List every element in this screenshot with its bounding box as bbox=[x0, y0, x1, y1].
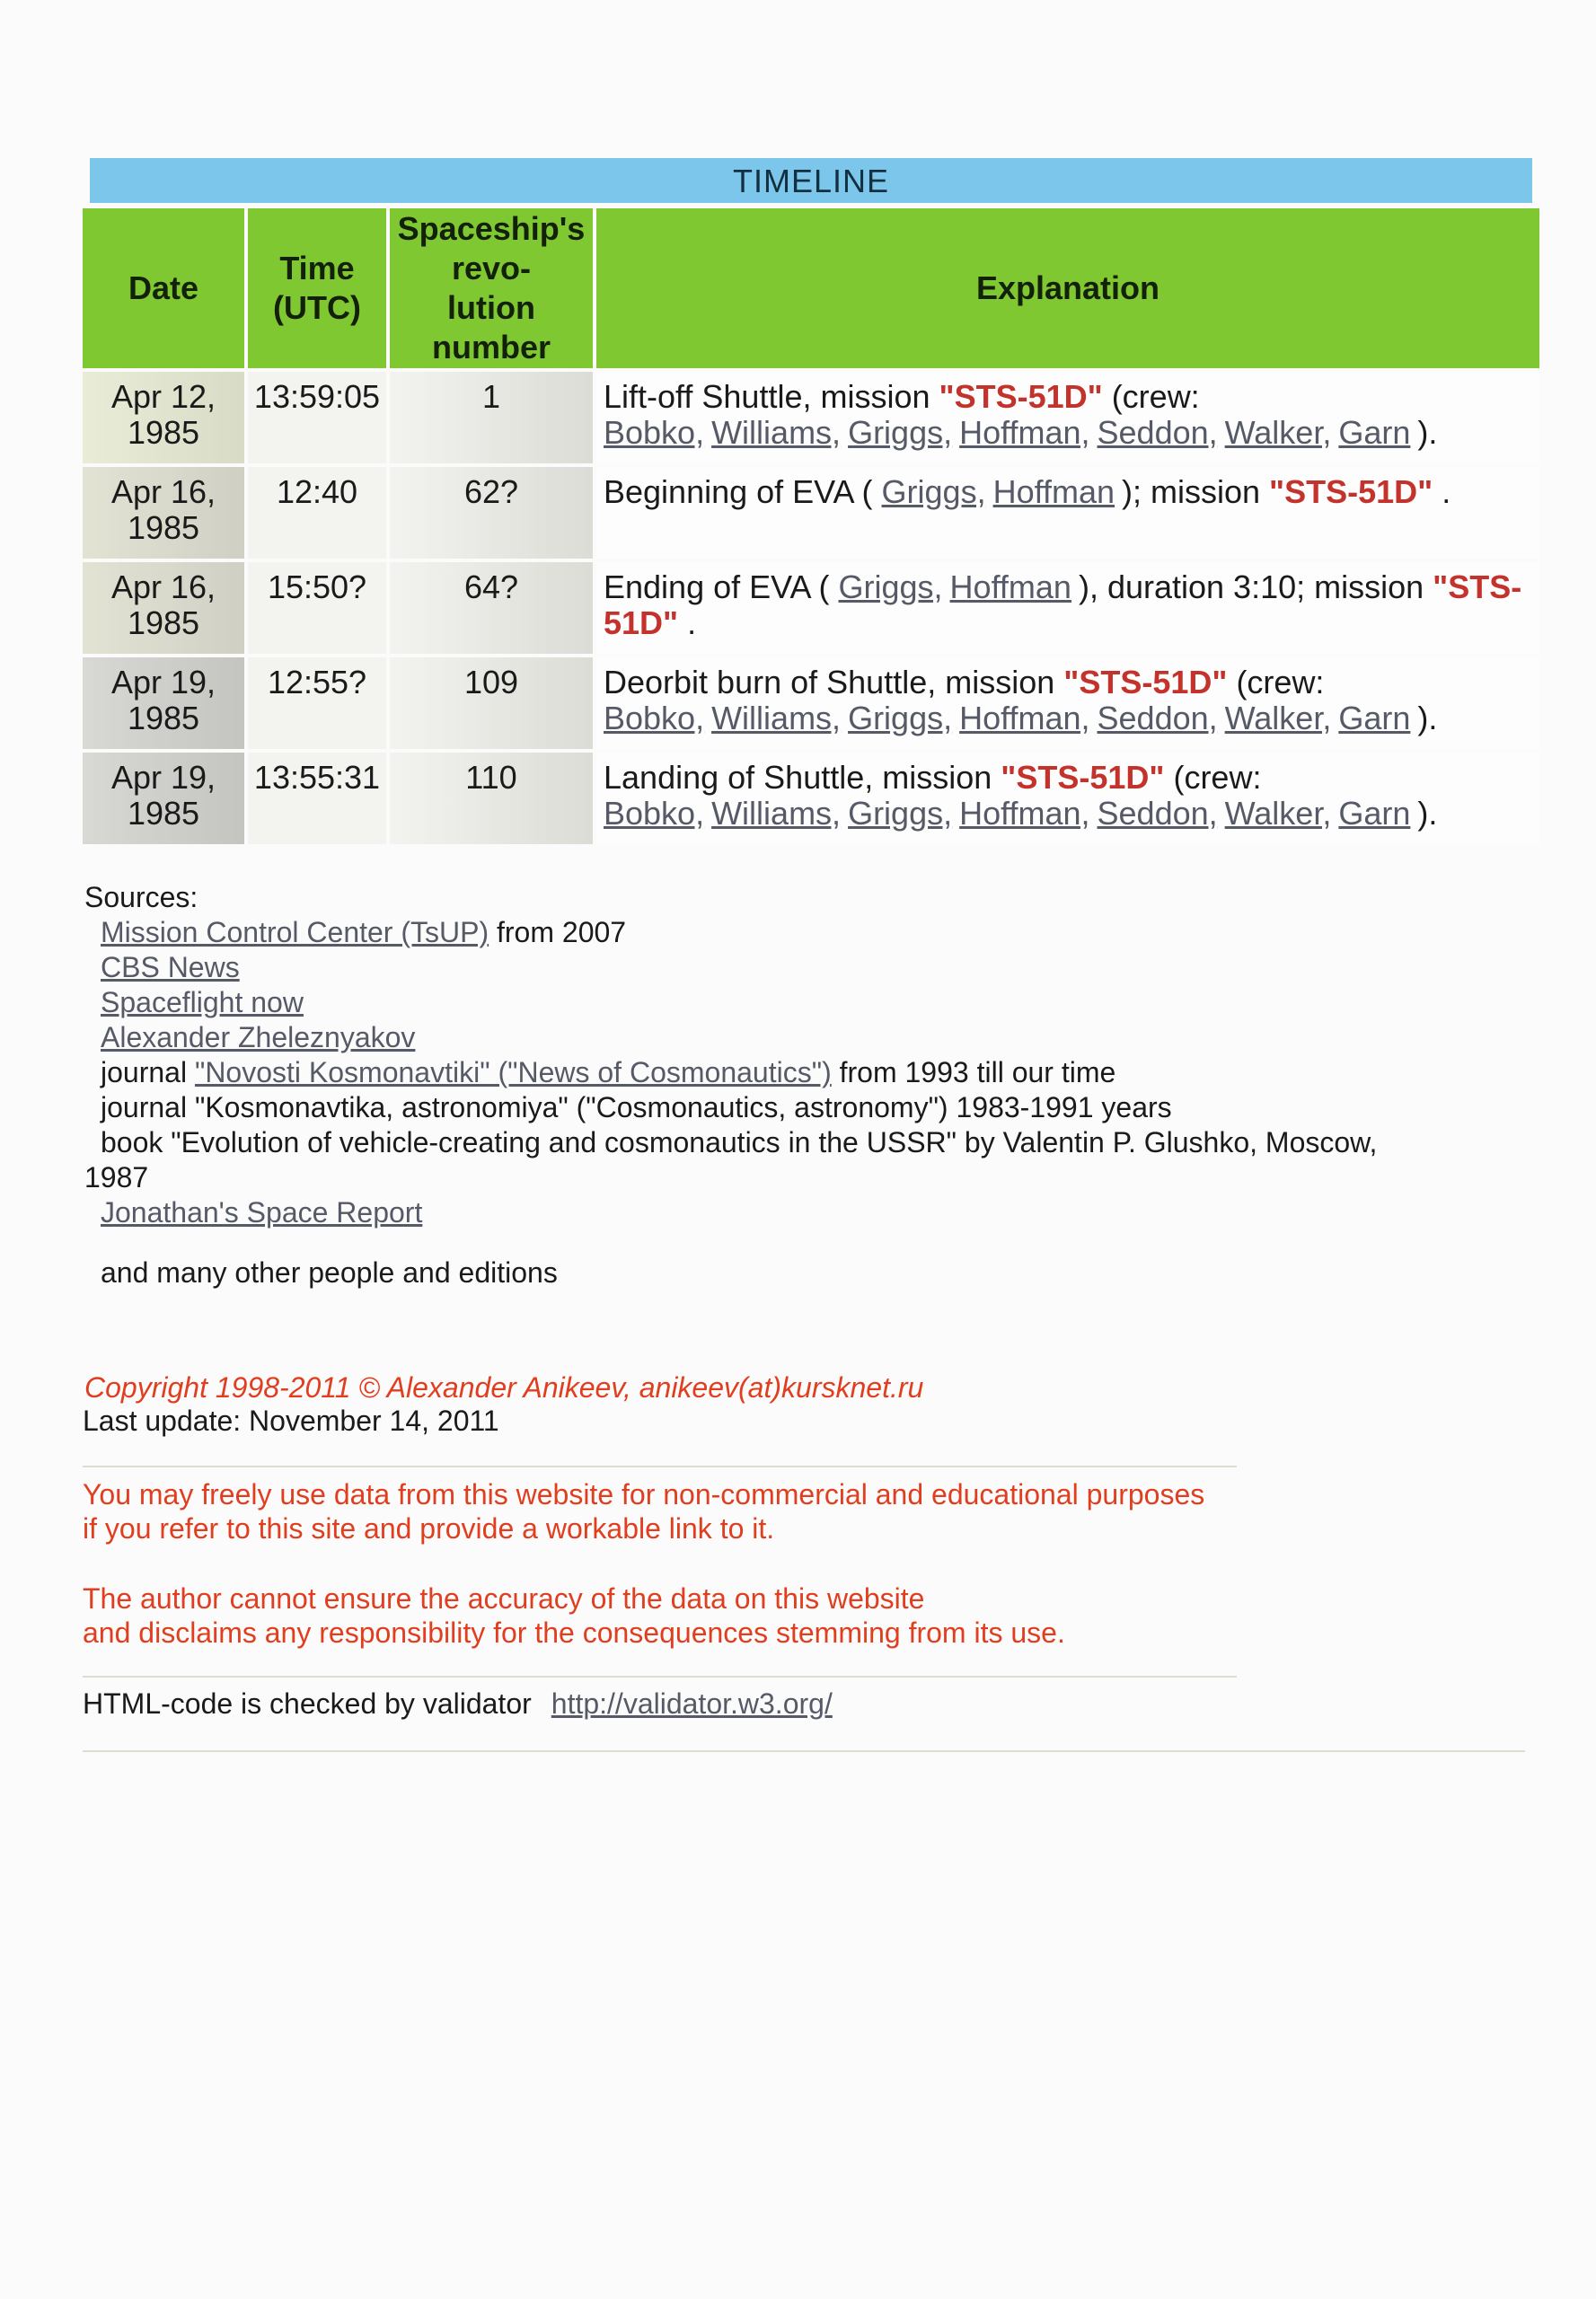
table-row bbox=[83, 657, 1539, 749]
crew-link[interactable]: Bobko, bbox=[604, 414, 705, 451]
source-item bbox=[84, 985, 1521, 1020]
source-item bbox=[84, 1195, 1521, 1230]
mission-name: "STS-51D" bbox=[939, 378, 1103, 415]
header-rev-line: revo- bbox=[451, 250, 532, 286]
crew-link[interactable]: Griggs, bbox=[838, 568, 943, 605]
source-link-jsr[interactable]: Jonathan's Space Report bbox=[101, 1196, 423, 1229]
crew-link[interactable]: Griggs, bbox=[848, 700, 953, 736]
header-rev-line: lution bbox=[447, 289, 535, 326]
crew-link[interactable]: Walker, bbox=[1224, 795, 1332, 832]
date-line: Apr 16, bbox=[110, 568, 216, 605]
source-link-cbs[interactable]: CBS News bbox=[101, 951, 240, 983]
crew-link[interactable]: Garn bbox=[1338, 795, 1411, 832]
cell-time: 13:59:05 bbox=[248, 372, 386, 463]
cell-date bbox=[83, 372, 244, 463]
explanation-text: Deorbit burn of Shuttle, mission bbox=[604, 664, 1064, 700]
validator-line bbox=[83, 1687, 833, 1721]
cell-date bbox=[83, 467, 244, 559]
header-revolution bbox=[390, 208, 593, 368]
source-link-zheleznyakov[interactable]: Alexander Zheleznyakov bbox=[101, 1021, 416, 1053]
crew-link[interactable]: Hoffman bbox=[949, 568, 1071, 605]
timeline-table bbox=[79, 205, 1543, 848]
explanation-text: ). bbox=[1417, 700, 1438, 736]
crew-link[interactable]: Bobko, bbox=[604, 700, 705, 736]
divider bbox=[83, 1676, 1237, 1678]
date-year: 1985 bbox=[127, 795, 200, 832]
cell-revolution: 109 bbox=[390, 657, 593, 749]
crew-link[interactable]: Griggs, bbox=[848, 795, 953, 832]
divider bbox=[83, 1466, 1237, 1467]
source-link-novosti[interactable]: "Novosti Kosmonavtiki" ("News of Cosmonautics") bbox=[194, 1056, 832, 1088]
source-item-book-cont: 1987 bbox=[84, 1161, 149, 1194]
crew-link[interactable]: Hoffman bbox=[992, 473, 1115, 510]
cell-explanation bbox=[596, 753, 1539, 844]
usage-notice bbox=[83, 1477, 1204, 1546]
explanation-text: (crew: bbox=[1227, 664, 1325, 700]
crew-link[interactable]: Hoffman, bbox=[959, 414, 1090, 451]
explanation-text: ), duration 3:10; mission bbox=[1078, 568, 1433, 605]
table-row bbox=[83, 467, 1539, 559]
usage-notice-line: You may freely use data from this website for non-commercial and educational purposes bbox=[83, 1478, 1205, 1511]
mission-name: "STS-51D" bbox=[1269, 473, 1433, 510]
mission-name: "STS-51D" bbox=[1063, 664, 1228, 700]
mission-name: "STS-51D" bbox=[1001, 759, 1165, 796]
source-link-spaceflight[interactable]: Spaceflight now bbox=[101, 986, 304, 1018]
source-prefix: journal bbox=[101, 1056, 195, 1088]
crew-link[interactable]: Hoffman, bbox=[959, 700, 1090, 736]
explanation-text: . bbox=[678, 604, 697, 641]
source-item bbox=[84, 1020, 1521, 1055]
table-row bbox=[83, 562, 1539, 654]
source-item-journal: journal "Kosmonavtika, astronomiya" ("Cosmonautics, astronomy") 1983-1991 years bbox=[101, 1091, 1172, 1123]
explanation-text: ). bbox=[1417, 795, 1438, 832]
cell-explanation bbox=[596, 657, 1539, 749]
crew-link[interactable]: Williams, bbox=[711, 700, 842, 736]
crew-link[interactable]: Seddon, bbox=[1097, 414, 1218, 451]
cell-explanation bbox=[596, 562, 1539, 654]
table-row bbox=[83, 372, 1539, 463]
disclaimer-line: The author cannot ensure the accuracy of the data on this website bbox=[83, 1582, 925, 1615]
date-year: 1985 bbox=[127, 414, 200, 451]
explanation-text: . bbox=[1433, 473, 1451, 510]
date-line: Apr 12, bbox=[110, 378, 216, 415]
cell-date bbox=[83, 562, 244, 654]
crew-link[interactable]: Walker, bbox=[1224, 414, 1332, 451]
crew-link[interactable]: Seddon, bbox=[1097, 700, 1218, 736]
crew-link[interactable]: Seddon, bbox=[1097, 795, 1218, 832]
date-year: 1985 bbox=[127, 604, 200, 641]
cell-time: 12:40 bbox=[248, 467, 386, 559]
cell-revolution: 1 bbox=[390, 372, 593, 463]
sources-section bbox=[84, 880, 1521, 1290]
crew-link[interactable]: Walker, bbox=[1224, 700, 1332, 736]
cell-revolution: 64? bbox=[390, 562, 593, 654]
crew-link[interactable]: Griggs, bbox=[848, 414, 953, 451]
source-item bbox=[84, 915, 1521, 950]
table-row bbox=[83, 753, 1539, 844]
cell-time: 12:55? bbox=[248, 657, 386, 749]
mission-name: "STS-51D" bbox=[604, 568, 1522, 641]
header-time bbox=[248, 208, 386, 368]
date-line: Apr 16, bbox=[110, 473, 216, 510]
validator-link[interactable]: http://validator.w3.org/ bbox=[551, 1687, 833, 1720]
sources-heading: Sources: bbox=[84, 881, 198, 913]
source-item-book: book "Evolution of vehicle-creating and cosmonautics in the USSR" by Valentin P. Glushko, Moscow, bbox=[101, 1126, 1378, 1158]
disclaimer-notice bbox=[83, 1581, 1065, 1650]
explanation-text: Ending of EVA ( bbox=[604, 568, 839, 605]
cell-revolution: 62? bbox=[390, 467, 593, 559]
usage-notice-line: if you refer to this site and provide a workable link to it. bbox=[83, 1512, 775, 1545]
crew-link[interactable]: Williams, bbox=[711, 795, 842, 832]
explanation-text: Beginning of EVA ( bbox=[604, 473, 882, 510]
sources-others: and many other people and editions bbox=[101, 1256, 558, 1289]
explanation-text: ); mission bbox=[1122, 473, 1270, 510]
explanation-text: Landing of Shuttle, mission bbox=[604, 759, 1001, 796]
source-suffix: from 1993 till our time bbox=[831, 1056, 1116, 1088]
crew-link[interactable]: Hoffman, bbox=[959, 795, 1090, 832]
explanation-text: ). bbox=[1417, 414, 1438, 451]
source-link-tsup[interactable]: Mission Control Center (TsUP) bbox=[101, 916, 489, 948]
date-line: Apr 19, bbox=[110, 664, 216, 700]
cell-date bbox=[83, 753, 244, 844]
explanation-text: Lift-off Shuttle, mission bbox=[604, 378, 939, 415]
cell-explanation bbox=[596, 372, 1539, 463]
validator-text: HTML-code is checked by validator bbox=[83, 1687, 532, 1720]
timeline-banner: TIMELINE bbox=[90, 158, 1532, 203]
cell-revolution: 110 bbox=[390, 753, 593, 844]
cell-time: 13:55:31 bbox=[248, 753, 386, 844]
source-item bbox=[84, 1055, 1521, 1090]
divider bbox=[83, 1750, 1525, 1752]
cell-date bbox=[83, 657, 244, 749]
date-line: Apr 19, bbox=[110, 759, 216, 796]
source-suffix: from 2007 bbox=[489, 916, 627, 948]
header-date: Date bbox=[83, 208, 244, 368]
cell-explanation bbox=[596, 467, 1539, 559]
crew-link[interactable]: Bobko, bbox=[604, 795, 705, 832]
date-year: 1985 bbox=[127, 509, 200, 546]
date-year: 1985 bbox=[127, 700, 200, 736]
explanation-text: (crew: bbox=[1102, 378, 1200, 415]
header-time-line: (UTC) bbox=[273, 289, 361, 326]
last-update: Last update: November 14, 2011 bbox=[83, 1405, 499, 1437]
crew-link[interactable]: Garn bbox=[1338, 414, 1411, 451]
cell-time: 15:50? bbox=[248, 562, 386, 654]
header-rev-line: Spaceship's bbox=[397, 210, 586, 247]
disclaimer-line: and disclaims any responsibility for the consequences stemming from its use. bbox=[83, 1616, 1065, 1649]
table-header-row bbox=[83, 208, 1539, 368]
copyright: Copyright 1998-2011 © Alexander Anikeev, anikeev(at)kursknet.ru bbox=[84, 1371, 924, 1404]
crew-link[interactable]: Garn bbox=[1338, 700, 1411, 736]
header-explanation: Explanation bbox=[596, 208, 1539, 368]
header-time-line: Time bbox=[279, 250, 355, 286]
header-rev-line: number bbox=[431, 329, 551, 366]
crew-link[interactable]: Williams, bbox=[711, 414, 842, 451]
crew-link[interactable]: Griggs, bbox=[881, 473, 986, 510]
explanation-text: (crew: bbox=[1164, 759, 1262, 796]
source-item bbox=[84, 950, 1521, 985]
